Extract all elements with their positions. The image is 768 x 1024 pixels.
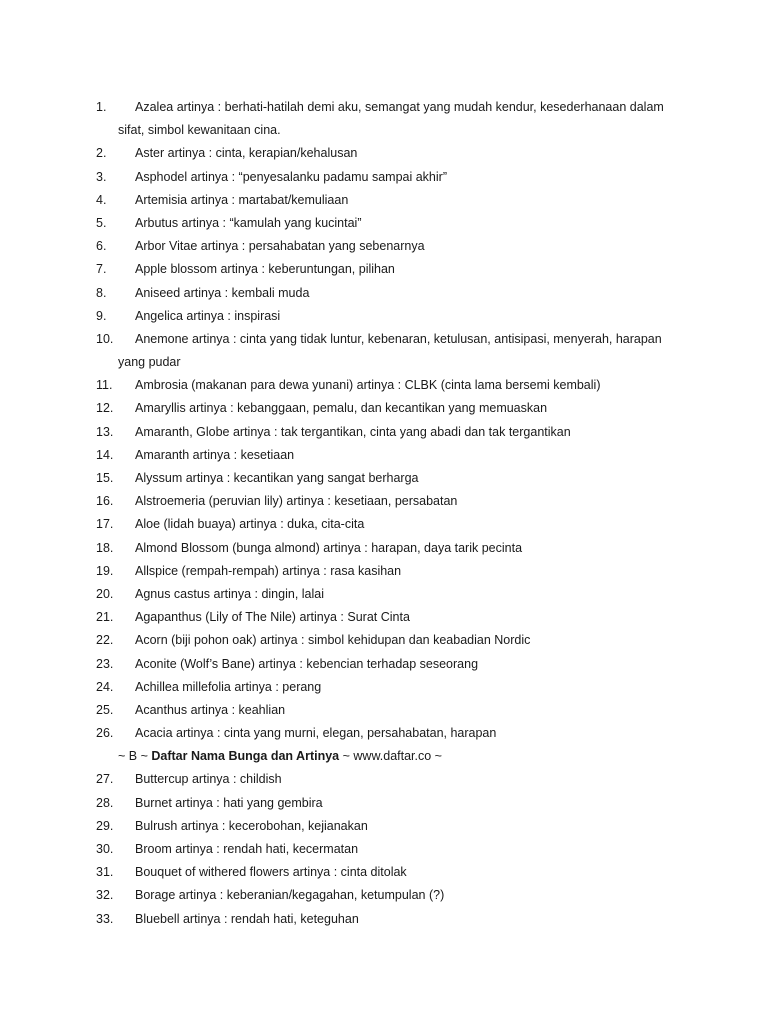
item-number: 9. [96, 308, 107, 323]
item-number: 3. [96, 169, 107, 184]
list-item [0, 166, 768, 189]
item-text: Aniseed artinya : kembali muda [135, 285, 310, 300]
item-number: 19. [96, 563, 114, 578]
list-item [0, 305, 768, 328]
item-text: Acacia artinya : cinta yang murni, elegan, persahabatan, harapan [135, 726, 497, 741]
item-number: 4. [96, 192, 107, 207]
list-item [0, 583, 768, 606]
list-item [0, 908, 768, 931]
heading-title: Daftar Nama Bunga dan Artinya [151, 749, 340, 764]
item-number: 28. [96, 795, 114, 810]
item-text: Aloe (lidah buaya) artinya : duka, cita-cita [135, 517, 365, 532]
item-number: 6. [96, 239, 107, 254]
list-item [0, 96, 768, 119]
section-heading-text [118, 745, 442, 768]
list-item [0, 722, 768, 745]
list-item [0, 282, 768, 305]
item-text: Angelica artinya : inspirasi [135, 308, 281, 323]
list-item [0, 653, 768, 676]
item-text: Arbor Vitae artinya : persahabatan yang sebenarnya [135, 239, 425, 254]
list-item [0, 699, 768, 722]
item-number: 13. [96, 424, 114, 439]
item-text: Asphodel artinya : “penyesalanku padamu sampai akhir” [135, 169, 447, 184]
item-text: Amaranth artinya : kesetiaan [135, 447, 295, 462]
item-text: Acorn (biji pohon oak) artinya : simbol kehidupan dan keabadian Nordic [135, 633, 531, 648]
item-number: 18. [96, 540, 114, 555]
heading-suffix: ~ www.daftar.co ~ [339, 749, 442, 764]
item-text: Allspice (rempah-rempah) artinya : rasa kasihan [135, 563, 402, 578]
list-item [0, 490, 768, 513]
item-text: Borage artinya : keberanian/kegagahan, ketumpulan (?) [135, 888, 445, 903]
list-item [0, 328, 768, 351]
list-item [0, 444, 768, 467]
item-text: Achillea millefolia artinya : perang [135, 679, 322, 694]
item-number: 21. [96, 610, 114, 625]
item-number: 32. [96, 888, 114, 903]
item-number: 10. [96, 331, 114, 346]
item-number: 11. [96, 378, 113, 393]
item-number: 23. [96, 656, 114, 671]
item-text: Arbutus artinya : “kamulah yang kucintai” [135, 215, 362, 230]
list-item [0, 537, 768, 560]
list-item [0, 189, 768, 212]
item-text: Anemone artinya : cinta yang tidak luntur, kebenaran, ketulusan, antisipasi, menyerah, harapan [135, 331, 662, 346]
item-number: 12. [96, 401, 114, 416]
list-item [0, 258, 768, 281]
item-number: 33. [96, 911, 114, 926]
item-text: Acanthus artinya : keahlian [135, 702, 286, 717]
list-item [0, 861, 768, 884]
item-number: 14. [96, 447, 114, 462]
item-text: Bouquet of withered flowers artinya : cinta ditolak [135, 865, 407, 880]
item-text: Ambrosia (makanan para dewa yunani) artinya : CLBK (cinta lama bersemi kembali) [135, 378, 601, 393]
item-text: Bluebell artinya : rendah hati, keteguhan [135, 911, 359, 926]
item-text: Aster artinya : cinta, kerapian/kehalusan [135, 146, 358, 161]
item-number: 31. [96, 865, 114, 880]
list-item [0, 792, 768, 815]
list-item [0, 629, 768, 652]
document-page [0, 96, 768, 931]
list-item [0, 397, 768, 420]
list-item [0, 235, 768, 258]
list-item [0, 606, 768, 629]
item-number: 15. [96, 471, 114, 485]
item-text: Apple blossom artinya : keberuntungan, pilihan [135, 262, 395, 277]
list-item [0, 768, 768, 791]
item-text-continuation: sifat, simbol kewanitaan cina. [118, 123, 281, 138]
item-number: 17. [96, 517, 114, 532]
item-text: Azalea artinya : berhati-hatilah demi aku, semangat yang mudah kendur, kesederhanaan dalam [135, 100, 664, 114]
list-item [0, 513, 768, 536]
item-text-continuation: yang pudar [118, 355, 181, 370]
item-text: Buttercup artinya : childish [135, 772, 282, 787]
list-item [0, 421, 768, 444]
item-text: Alyssum artinya : kecantikan yang sangat berharga [135, 471, 419, 485]
list-item [0, 815, 768, 838]
item-number: 26. [96, 726, 114, 741]
list-item [0, 884, 768, 907]
section-heading [0, 745, 768, 768]
list-item [0, 560, 768, 583]
item-text: Burnet artinya : hati yang gembira [135, 795, 323, 810]
item-number: 16. [96, 494, 114, 509]
list-item [0, 212, 768, 235]
list-item [0, 467, 768, 490]
list-item-continuation [0, 351, 768, 374]
item-text: Amaranth, Globe artinya : tak tergantikan, cinta yang abadi dan tak tergantikan [135, 424, 571, 439]
list-item [0, 676, 768, 699]
list-item [0, 838, 768, 861]
item-number: 25. [96, 702, 114, 717]
list-item [0, 374, 768, 397]
item-number: 1. [96, 100, 107, 114]
item-text: Artemisia artinya : martabat/kemuliaan [135, 192, 349, 207]
item-text: Amaryllis artinya : kebanggaan, pemalu, dan kecantikan yang memuaskan [135, 401, 548, 416]
item-text: Aconite (Wolf’s Bane) artinya : kebencian terhadap seseorang [135, 656, 479, 671]
item-number: 2. [96, 146, 107, 161]
item-text: Almond Blossom (bunga almond) artinya : harapan, daya tarik pecinta [135, 540, 523, 555]
item-number: 29. [96, 818, 114, 833]
item-text: Bulrush artinya : kecerobohan, kejianakan [135, 818, 368, 833]
item-number: 8. [96, 285, 107, 300]
item-text: Alstroemeria (peruvian lily) artinya : kesetiaan, persabatan [135, 494, 458, 509]
item-text: Agnus castus artinya : dingin, lalai [135, 586, 324, 601]
item-number: 5. [96, 215, 107, 230]
item-number: 24. [96, 679, 114, 694]
list-item [0, 142, 768, 165]
item-number: 7. [96, 262, 107, 277]
list-item-continuation [0, 119, 768, 142]
item-text: Agapanthus (Lily of The Nile) artinya : Surat Cinta [135, 610, 410, 625]
item-text: Broom artinya : rendah hati, kecermatan [135, 842, 359, 856]
item-number: 22. [96, 633, 114, 648]
item-number: 27. [96, 772, 114, 787]
item-number: 30. [96, 842, 114, 856]
heading-prefix: ~ B ~ [118, 749, 152, 764]
item-number: 20. [96, 586, 114, 601]
